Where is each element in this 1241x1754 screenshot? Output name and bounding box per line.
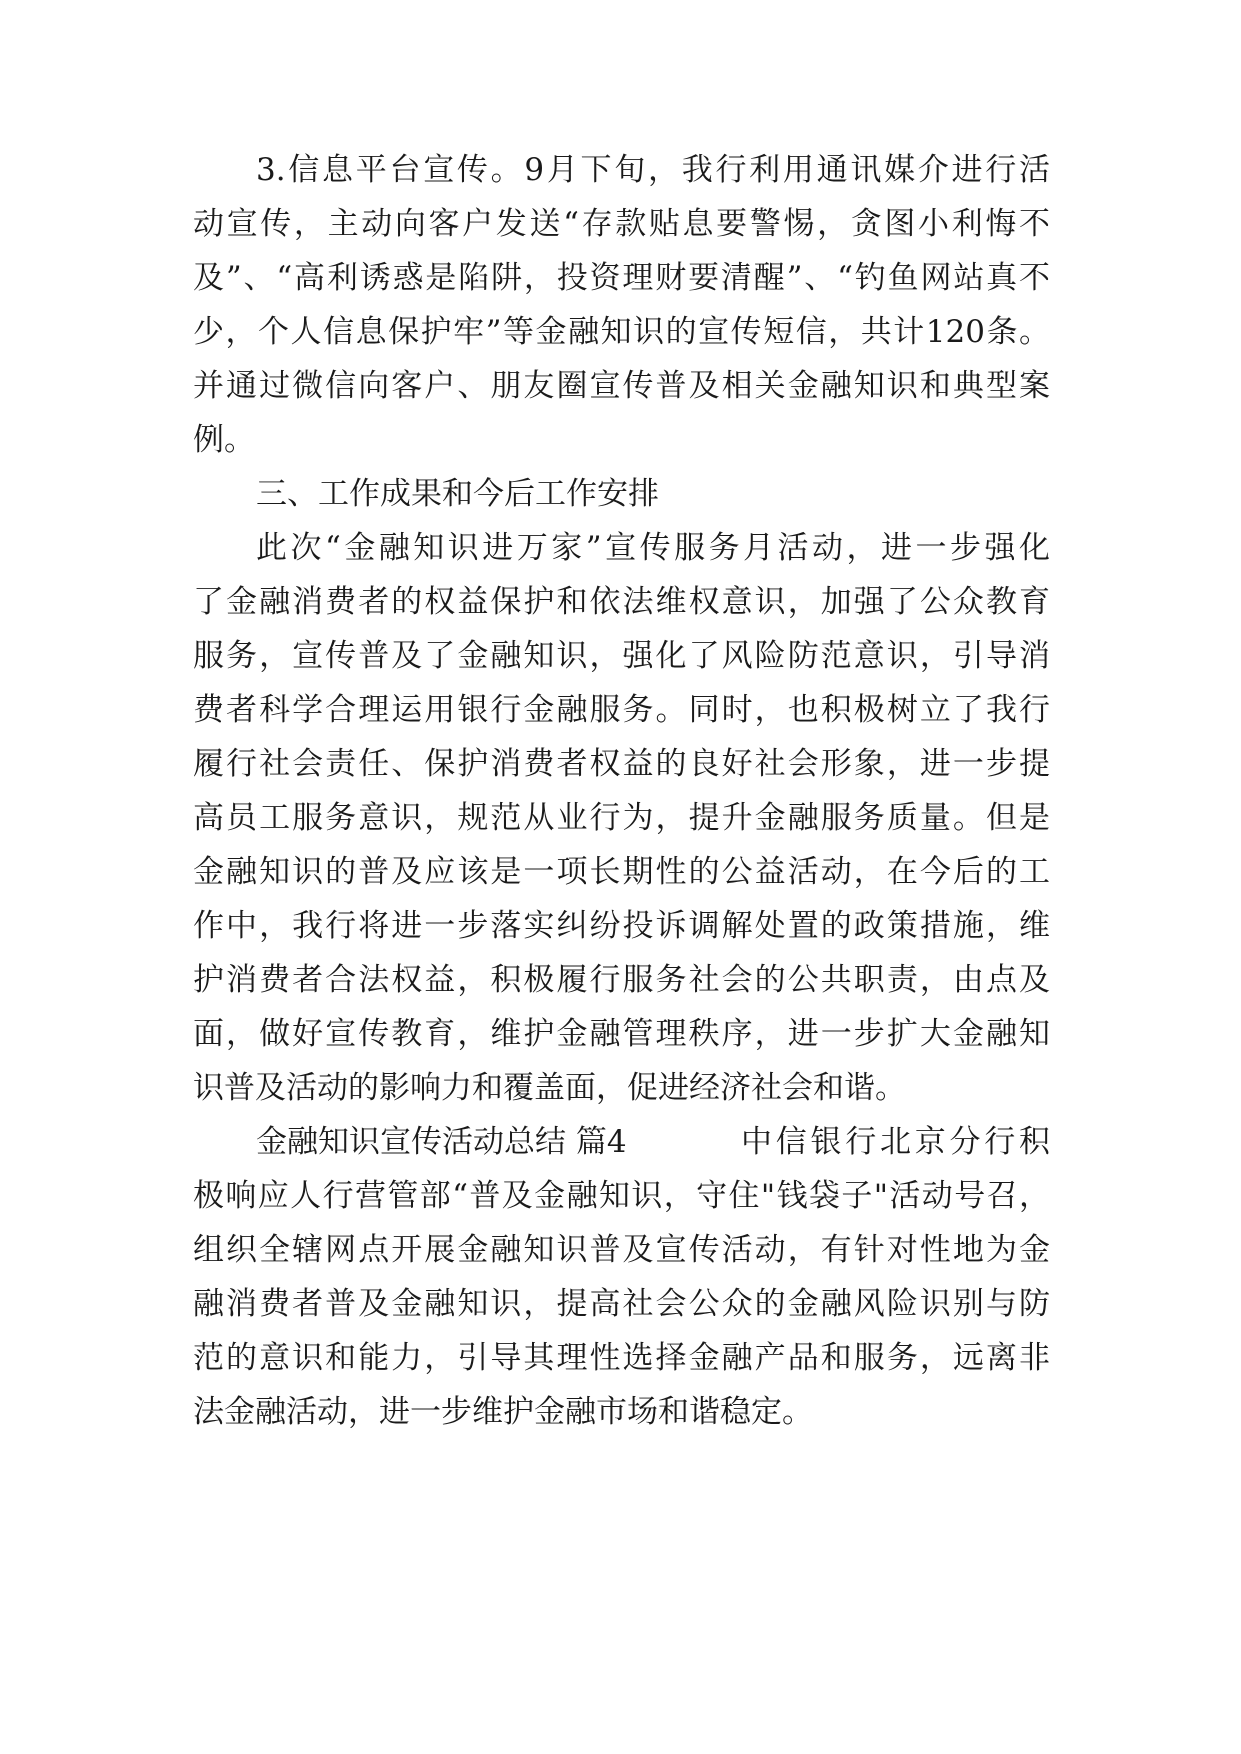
paragraph-line: 范的意识和能力，引导其理性选择金融产品和服务，远离非 [193,1340,1050,1376]
paragraph-line: 履行社会责任、保护消费者权益的良好社会形象，进一步提 [193,746,1050,782]
paragraph-line: 少，个人信息保护牢”等金融知识的宣传短信，共计120条。 [193,314,1050,350]
section-heading: 三、工作成果和今后工作安排 [256,476,659,512]
paragraph-line: 极响应人行营管部“普及金融知识，守住"钱袋子"活动号召， [193,1178,1050,1214]
paragraph-line: 金融知识的普及应该是一项长期性的公益活动，在今后的工 [193,854,1050,890]
paragraph-line: 融消费者普及金融知识，提高社会公众的金融风险识别与防 [193,1286,1050,1322]
paragraph-line: 此次“金融知识进万家”宣传服务月活动，进一步强化 [256,530,1050,566]
paragraph-line: 高员工服务意识，规范从业行为，提升金融服务质量。但是 [193,800,1050,836]
article-title-line [0,1122,1241,1162]
paragraph-line: 并通过微信向客户、朋友圈宣传普及相关金融知识和典型案 [193,368,1050,404]
paragraph-line: 例。 [193,422,255,458]
paragraph-line: 作中，我行将进一步落实纠纷投诉调解处置的政策措施，维 [193,908,1050,944]
paragraph-line: 组织全辖网点开展金融知识普及宣传活动，有针对性地为金 [193,1232,1050,1268]
paragraph-line: 法金融活动，进一步维护金融市场和谐稳定。 [193,1394,813,1430]
paragraph-line: 费者科学合理运用银行金融服务。同时，也积极树立了我行 [193,692,1050,728]
paragraph-line: 动宣传，主动向客户发送“存款贴息要警惕，贪图小利悔不 [193,206,1050,242]
paragraph-line: 3.信息平台宣传。9月下旬，我行利用通讯媒介进行活 [256,152,1050,188]
paragraph-line: 护消费者合法权益，积极履行服务社会的公共职责，由点及 [193,962,1050,998]
article-title: 金融知识宣传活动总结 篇4 [256,1124,627,1160]
paragraph-start: 中信银行北京分行积 [741,1124,1050,1160]
paragraph-line: 了金融消费者的权益保护和依法维权意识，加强了公众教育 [193,584,1050,620]
paragraph-line: 面，做好宣传教育，维护金融管理秩序，进一步扩大金融知 [193,1016,1050,1052]
paragraph-line: 及”、“高利诱惑是陷阱，投资理财要清醒”、“钓鱼网站真不 [193,260,1050,296]
paragraph-line: 识普及活动的影响力和覆盖面，促进经济社会和谐。 [193,1070,906,1106]
paragraph-line: 服务，宣传普及了金融知识，强化了风险防范意识，引导消 [193,638,1050,674]
